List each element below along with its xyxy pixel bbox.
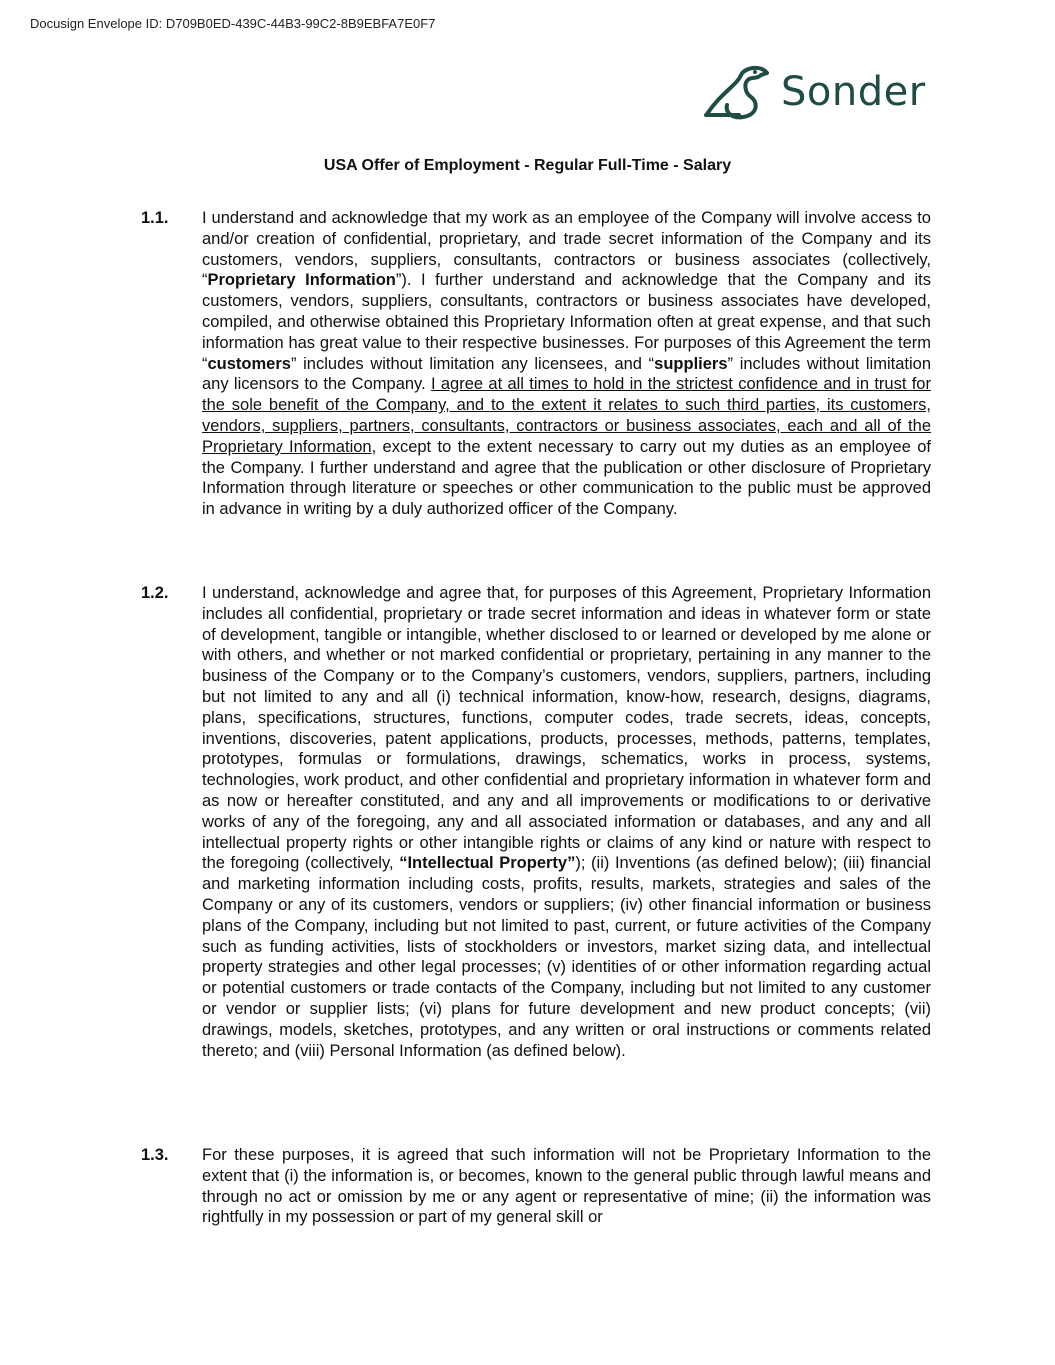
underlined-clause: I agree at all times to hold in the strictest confidence and in trust for the sole benefit of the Company, and to the extent it relates to such third parties, its customers, vendors, suppliers, partners, consultants, contractors or business associates, each and all of the Proprietary Information [202,375,931,456]
section-number: 1.2. [141,584,169,602]
logo-text: Sonder [781,69,926,115]
section-1-3 [141,1145,931,1228]
section-1-2 [141,583,931,1061]
section-number: 1.3. [141,1146,169,1164]
section-text: I understand, acknowledge and agree that, for purposes of this Agreement, Proprietary Information includes all confidential, proprietary or trade secret information and ideas in whatever form or state of development, tangible or intangible, whether disclosed to or learned or developed by me alone or with others, and whether or not marked confidential or proprietary, pertaining in any manner to the business of the Company or to the Company’s customers, vendors, suppliers, partners, including but not limited to any and all (i) technical information, know-how, research, designs, diagrams, plans, specifications, structures, functions, computer codes, trade secrets, ideas, concepts, inventions, discoveries, patent applications, products, processes, methods, patterns, templates, prototypes, formulas or formulations, drawings, schematics, works in process, systems, technologies, work product, and other confidential and proprietary information in whatever form and as now or hereafter constituted, and any and all improvements or modifications to or derivative works of any of the foregoing, any and all associated information or databases, and any and all intellectual property rights or other intangible rights or claims of any kind or nature with respect to the foregoing (collectively, “Intellectual Property”); (ii) Inventions (as defined below); (iii) financial and marketing information including costs, profits, results, markets, strategies and sales of the Company or any of its customers, vendors or suppliers; (iv) other financial information or business plans of the Company, including but not limited to past, current, or future activities of the Company such as funding activities, lists of stockholders or investors, market sizing data, and intellectual property strategies and other legal processes; (v) identities of or other information regarding actual or potential customers or trade contacts of the Company, including but not limited to any customer or vendor or supplier lists; (vi) plans for future development and new product concepts; (vii) drawings, models, sketches, prototypes, and any written or oral instructions or comments related thereto; and (viii) Personal Information (as defined below). [202,584,931,1060]
envelope-id: Docusign Envelope ID: D709B0ED-439C-44B3-99C2-8B9EBFA7E0F7 [30,16,436,31]
document-title: USA Offer of Employment - Regular Full-Time - Salary [323,157,732,174]
company-logo [703,63,926,121]
sonder-bird-icon [703,63,773,121]
section-text: For these purposes, it is agreed that such information will not be Proprietary Information to the extent that (i) the information is, or becomes, known to the general public through lawful means and through no act or omission by me or any agent or representative of mine; (ii) the information was rightfully in my possession or part of my general skill or [202,1146,931,1227]
section-text: I understand and acknowledge that my work as an employee of the Company will involve access to and/or creation of confidential, proprietary, and trade secret information of the Company and its customers, vendors, suppliers, consultants, contractors or business associates (collectively, “Proprietary Information”). I further understand and acknowledge that the Company and its customers, vendors, suppliers, consultants, contractors or business associates have developed, compiled, and otherwise obtained this Proprietary Information often at great expense, and that such information has great value to their respective businesses. For purposes of this Agreement the term “customers” includes without limitation any licensees, and “suppliers” includes without limitation any licensors to the Company. I agree at all times to hold in the strictest confidence and in trust for the sole benefit of the Company, and to the extent it relates to such third parties, its customers, vendors, suppliers, partners, consultants, contractors or business associates, each and all of the Proprietary Information, except to the extent necessary to carry out my duties as an employee of the Company. I further understand and agree that the publication or other disclosure of Proprietary Information through literature or speeches or other communication to the public must be approved in advance in writing by a duly authorized officer of the Company. [202,209,932,519]
section-number: 1.1. [141,209,169,227]
section-1-1 [141,208,931,520]
